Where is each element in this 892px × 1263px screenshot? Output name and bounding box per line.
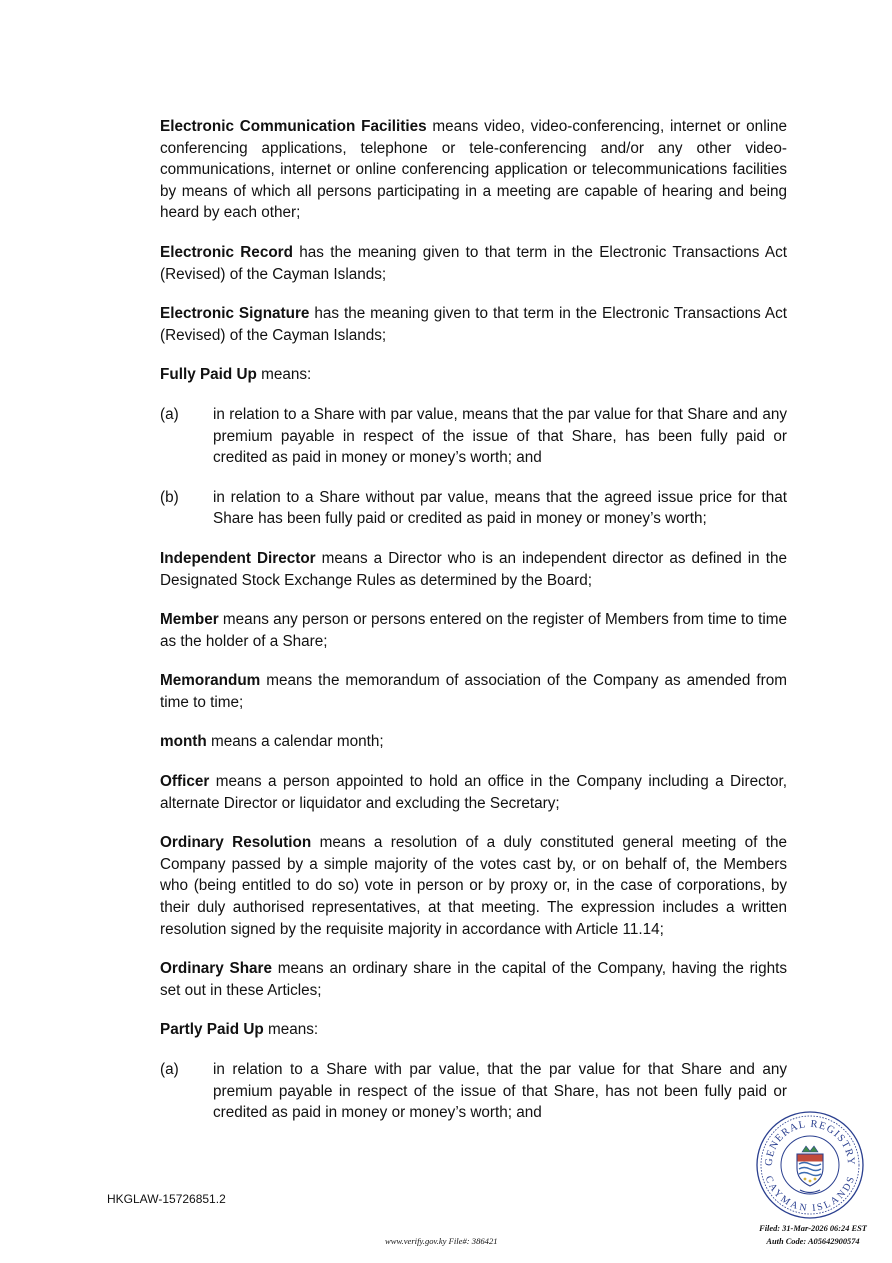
definition-term: Electronic Communication Facilities (160, 118, 427, 135)
document-body (160, 116, 787, 1142)
definition-text: has the meaning given to that term in the Electronic Transactions Act (Revised) of the Cayman Islands; (160, 305, 788, 344)
definition-text: means: (256, 366, 312, 384)
definition-month (160, 731, 787, 753)
item-label: (b) (160, 488, 179, 506)
definition-term: Member (160, 611, 219, 629)
definition-term: Independent Director (160, 549, 316, 567)
definition-text: means a calendar month; (206, 733, 384, 751)
definition-partly-paid-up (160, 1019, 787, 1041)
item-label: (a) (160, 405, 179, 423)
definition-fully-paid-up (160, 364, 787, 386)
definition-electronic-record (160, 242, 787, 285)
definition-term: Ordinary Resolution (160, 834, 312, 852)
definition-electronic-communication-facilities (160, 116, 787, 224)
verify-link: www.verify.gov.ky File#: 386421 (385, 1236, 498, 1246)
definition-term: Ordinary Share (160, 960, 273, 978)
fully-paid-item-a (160, 404, 787, 469)
general-registry-seal-icon (755, 1110, 865, 1220)
definition-text: has the meaning given to that term in the Electronic Transactions Act (Revised) of the Cayman Islands; (160, 243, 787, 283)
definition-ordinary-resolution (160, 832, 787, 940)
definition-text: means an ordinary share in the capital of the Company, having the rights set out in these Articles; (160, 960, 787, 999)
definition-text: means a person appointed to hold an office in the Company including a Director, alternate Director or liquidator and excluding the Secretary; (160, 773, 787, 812)
definition-text: means a Director who is an independent director as defined in the Designated Stock Exchange Rules as determined by the Board; (160, 549, 787, 589)
seal-top-text: GENERAL REGISTRY (763, 1118, 857, 1167)
definition-term: month (160, 733, 207, 751)
filing-stamp (748, 1222, 878, 1248)
definition-text: means: (263, 1021, 319, 1039)
definition-text: means video, video-conferencing, internet or online conferencing applications, telephone or tele-conferencing and/or any other video-communications, internet or online conferencing application or telecommunications facilities by means of which all persons participating in a meeting are capable of hearing and being heard by each other; (160, 118, 788, 222)
definition-term: Memorandum (160, 672, 261, 690)
definition-text: means a resolution of a duly constituted general meeting of the Company passed by a simple majority of the votes cast by, or on behalf of, the Members who (being entitled to do so) vote in person or by proxy or, in the case of corporations, by their duly authorised representatives, at that meeting. The expression includes a written resolution signed by the requisite majority in accordance with Article 11.14; (160, 834, 787, 938)
partly-paid-item-a (160, 1059, 787, 1124)
definition-member (160, 609, 787, 652)
item-text: in relation to a Share with par value, means that the par value for that Share and any premium payable in respect of the issue of that Share, has been fully paid or credited as paid in money or money’s worth; and (213, 405, 787, 467)
definition-ordinary-share (160, 958, 787, 1001)
definition-term: Partly Paid Up (160, 1021, 264, 1039)
definition-term: Electronic Signature (160, 305, 310, 323)
filed-date: Filed: 31-Mar-2026 06:24 EST (759, 1224, 867, 1233)
fully-paid-item-b (160, 487, 787, 530)
definition-independent-director (160, 548, 787, 591)
document-reference: HKGLAW-15726851.2 (107, 1192, 226, 1206)
definition-text: means any person or persons entered on the register of Members from time to time as the holder of a Share; (160, 611, 787, 650)
definition-electronic-signature (160, 303, 787, 346)
item-text: in relation to a Share with par value, that the par value for that Share and any premium payable in respect of the issue of that Share, has not been fully paid or credited as paid in money or money’s worth; and (213, 1061, 787, 1122)
definition-term: Electronic Record (160, 243, 293, 261)
definition-term: Officer (160, 773, 210, 791)
auth-code: Auth Code: A05642900574 (766, 1237, 860, 1246)
definition-officer (160, 771, 787, 814)
definition-text: means the memorandum of association of the Company as amended from time to time; (160, 672, 787, 711)
definition-memorandum (160, 670, 787, 713)
seal-bottom-text: CAYMAN ISLANDS (762, 1174, 858, 1215)
item-text: in relation to a Share without par value, means that the agreed issue price for that Share has been fully paid or credited as paid in money or money’s worth; (213, 488, 787, 528)
definition-term: Fully Paid Up (160, 366, 257, 384)
item-label: (a) (160, 1061, 179, 1078)
